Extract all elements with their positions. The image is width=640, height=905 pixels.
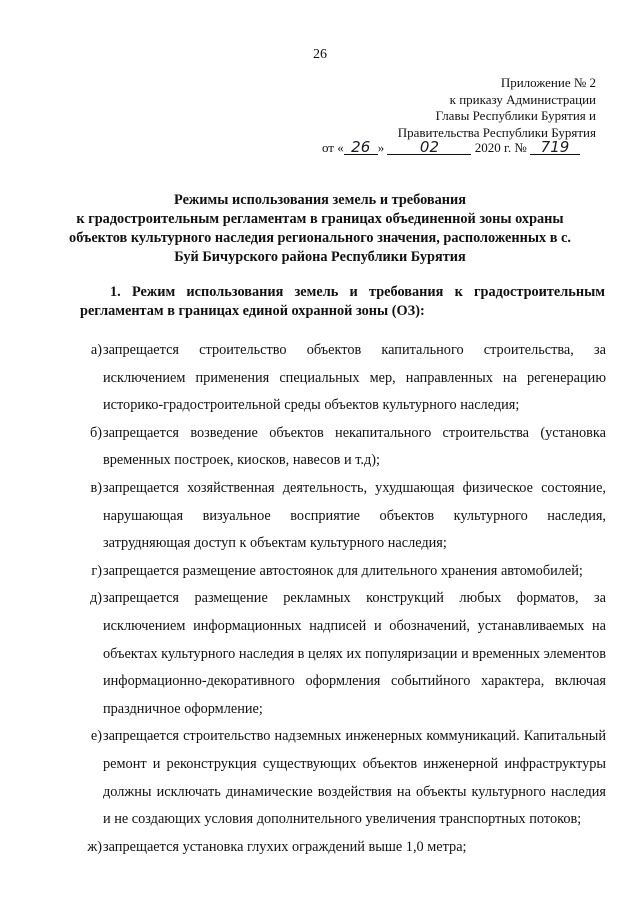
list-item <box>80 585 606 723</box>
item-text: запрещается возведение объектов некапитального строительства (установка временных построек, киосков, навесов и т.д); <box>103 424 606 469</box>
date-prefix: от « <box>321 140 344 155</box>
appendix-line: Правительства Республики Бурятия <box>397 124 596 140</box>
item-text: запрещается строительство объектов капитального строительства, за исключением применения специальных мер, направленных на регенерацию историко-градостроительной среды объектов культурного наследия; <box>103 342 606 414</box>
item-marker: е) <box>90 728 102 745</box>
section-heading: 1. Режим использования земель и требования к градостроительным регламентам в границах единой охранной зоны (ОЗ): <box>80 284 605 319</box>
item-marker: д) <box>89 590 102 607</box>
handwritten-month: 02 <box>387 140 471 155</box>
list-item <box>80 723 606 833</box>
appendix-block <box>336 75 596 141</box>
list-item <box>80 475 606 558</box>
title-line: объектов культурного наследия регионального значения, расположенных в с. <box>69 230 571 246</box>
list-item <box>80 834 606 862</box>
page-number: 26 <box>313 47 327 62</box>
list-item <box>80 420 606 475</box>
item-marker: в) <box>90 479 102 496</box>
title-line: к градостроительным регламентам в границах объединенной зоны охраны <box>76 211 564 227</box>
list-item <box>80 558 606 586</box>
date-mid: » <box>377 140 385 155</box>
date-year: 2020 г. № <box>474 140 527 155</box>
regulation-list <box>80 337 606 861</box>
item-text: запрещается хозяйственная деятельность, ухудшающая физическое состояние, нарушающая визуальное восприятие объектов культурного наследия, затрудняющая доступ к объектам культурного наследия; <box>103 479 606 552</box>
item-marker: а) <box>90 342 102 358</box>
appendix-line: к приказу Администрации <box>449 91 596 107</box>
item-text: запрещается строительство надземных инженерных коммуникаций. Капитальный ремонт и реконструкция существующих объектов инженерной инфраструктуры должны исключать динамические воздействия на объекты культурного наследия и не создающих условия дополнительного увеличения транспортных потоков; <box>103 728 606 828</box>
appendix-line: Главы Республики Бурятия и <box>435 108 596 123</box>
list-item <box>80 337 606 420</box>
item-text: запрещается установка глухих ограждений выше 1,0 метра; <box>103 838 467 855</box>
item-text: запрещается размещение рекламных конструкций любых форматов, за исключением информационных надписей и обозначений, устанавливаемых на объектах культурного наследия в целях их популяризации и временных элементов информационно-декоративного оформления событийного характера, включая праздничное оформление; <box>103 590 606 717</box>
item-marker: ж) <box>87 838 102 855</box>
item-marker: г) <box>91 562 102 579</box>
handwritten-day: 26 <box>344 140 378 155</box>
document-title <box>40 191 600 267</box>
handwritten-order-number: 719 <box>530 140 580 155</box>
appendix-line: Приложение № 2 <box>500 75 596 90</box>
title-line: Буй Бичурского района Республики Бурятия <box>174 249 466 265</box>
appendix-date-line <box>322 140 580 156</box>
item-marker: б) <box>89 424 102 441</box>
title-line: Режимы использования земель и требования <box>174 192 466 208</box>
item-text: запрещается размещение автостоянок для длительного хранения автомобилей; <box>103 562 583 579</box>
